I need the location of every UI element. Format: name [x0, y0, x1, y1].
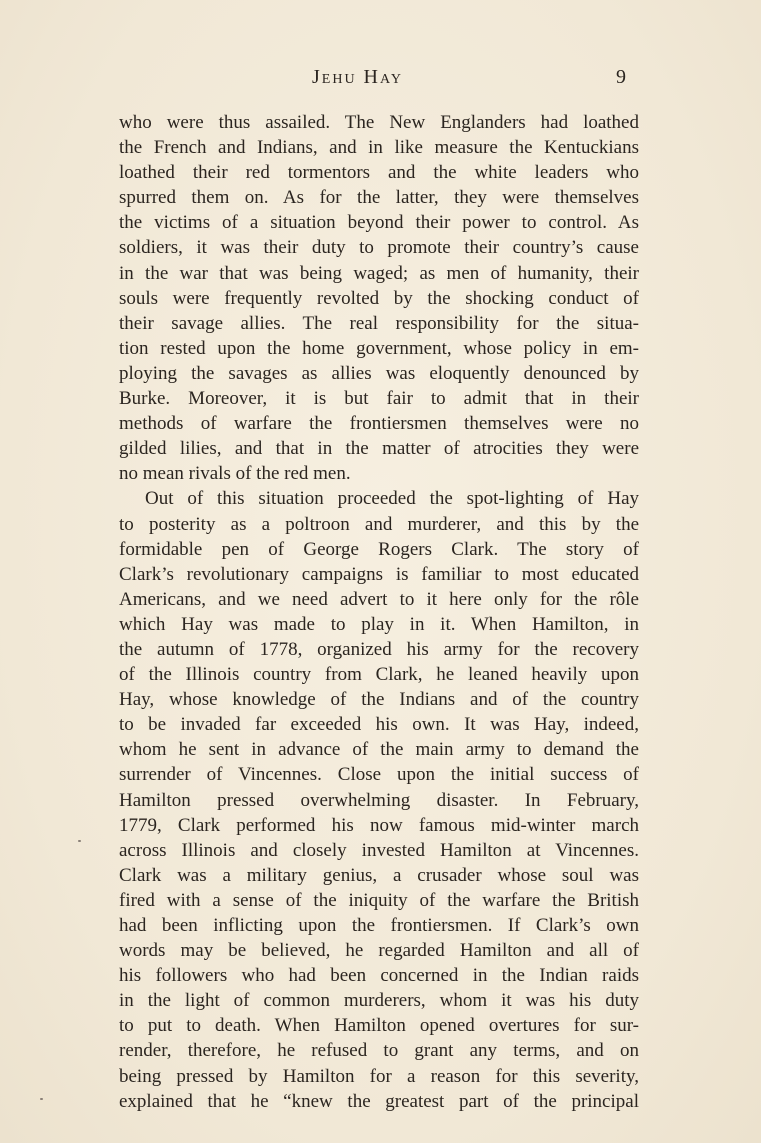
- paper-speck: [78, 840, 81, 842]
- text-line: their savage allies. The real responsibility for the situa-: [119, 312, 639, 334]
- text-line: formidable pen of George Rogers Clark. The story of: [119, 538, 639, 560]
- text-line: methods of warfare the frontiersmen themselves were no: [119, 413, 639, 435]
- text-line: who were thus assailed. The New Englanders had loathed: [119, 112, 639, 133]
- text-line: Clark was a military genius, a crusader whose soul was: [119, 864, 639, 886]
- text-line: 1779, Clark performed his now famous mid-winter march: [119, 814, 639, 836]
- text-line: Burke. Moreover, it is but fair to admit that in their: [119, 388, 639, 410]
- text-line: explained that he “knew the greatest part of the principal: [119, 1090, 639, 1112]
- text-line: his followers who had been concerned in the Indian raids: [119, 965, 639, 987]
- text-line: Clark’s revolutionary campaigns is familiar to most educated: [119, 563, 639, 585]
- text-line: Hay, whose knowledge of the Indians and of the country: [119, 689, 639, 711]
- text-line: render, therefore, he refused to grant any terms, and on: [119, 1040, 639, 1062]
- text-line: being pressed by Hamilton for a reason for this severity,: [119, 1065, 639, 1087]
- text-line: words may be believed, he regarded Hamilton and all of: [119, 940, 639, 962]
- text-line: tion rested upon the home government, whose policy in em-: [119, 337, 639, 359]
- running-head: [0, 66, 761, 96]
- text-line: the victims of a situation beyond their power to control. As: [119, 212, 639, 234]
- text-line: to posterity as a poltroon and murderer, and this by the: [119, 513, 639, 535]
- text-line: surrender of Vincennes. Close upon the initial success of: [119, 764, 639, 786]
- text-line: gilded lilies, and that in the matter of atrocities they were: [119, 438, 639, 460]
- text-line: spurred them on. As for the latter, they were themselves: [119, 187, 639, 209]
- text-line: of the Illinois country from Clark, he leaned heavily upon: [119, 664, 639, 686]
- text-line: ploying the savages as allies was eloquently denounced by: [119, 362, 639, 384]
- text-line: had been inflicting upon the frontiersmen. If Clark’s own: [119, 915, 639, 936]
- text-line: soldiers, it was their duty to promote their country’s cause: [119, 237, 639, 259]
- text-line: which Hay was made to play in it. When Hamilton, in: [119, 613, 639, 635]
- text-line: Out of this situation proceeded the spot-lighting of Hay: [145, 488, 639, 510]
- text-line: the autumn of 1778, organized his army for the recovery: [119, 638, 639, 660]
- running-head-title: Jehu Hay: [312, 66, 403, 88]
- text-line: no mean rivals of the red men.: [119, 463, 351, 485]
- text-line: souls were frequently revolted by the shocking conduct of: [119, 287, 639, 309]
- text-line: the French and Indians, and in like measure the Kentuckians: [119, 137, 639, 159]
- page-number: 9: [616, 66, 626, 88]
- paper-speck: [40, 1098, 43, 1100]
- text-line: to put to death. When Hamilton opened overtures for sur-: [119, 1015, 639, 1037]
- text-line: to be invaded far exceeded his own. It was Hay, indeed,: [119, 714, 639, 736]
- text-line: Americans, and we need advert to it here only for the rôle: [119, 588, 639, 610]
- text-line: in the war that was being waged; as men of humanity, their: [119, 262, 639, 284]
- text-line: Hamilton pressed overwhelming disaster. In February,: [119, 789, 639, 811]
- text-line: whom he sent in advance of the main army to demand the: [119, 739, 639, 761]
- text-line: across Illinois and closely invested Hamilton at Vincennes.: [119, 839, 639, 861]
- text-line: in the light of common murderers, whom it was his duty: [119, 990, 639, 1012]
- body-text: [119, 110, 639, 1114]
- text-line: loathed their red tormentors and the white leaders who: [119, 162, 639, 184]
- text-line: fired with a sense of the iniquity of the warfare the British: [119, 889, 639, 911]
